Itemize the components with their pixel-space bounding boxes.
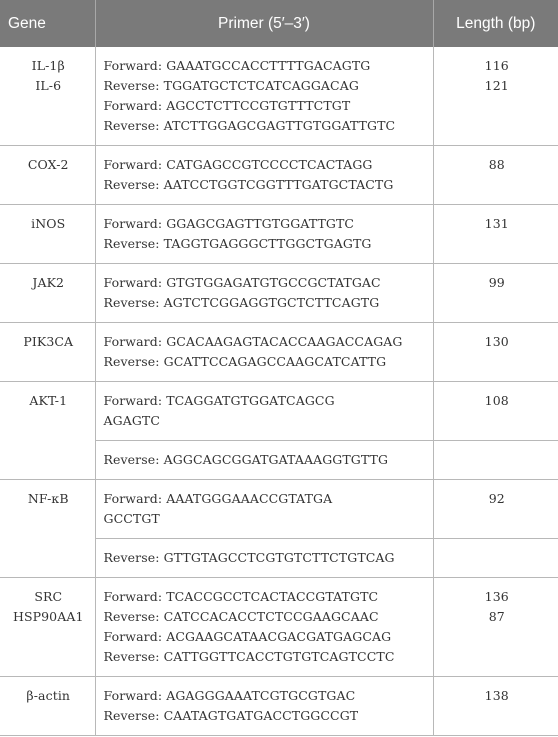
length-cell bbox=[433, 323, 558, 382]
gene-cell bbox=[0, 205, 95, 264]
primer-sequence: Forward: TCACCGCCTCACTACCGTATGTC bbox=[103, 589, 379, 604]
gene-name: JAK2 bbox=[32, 275, 65, 290]
primer-sequence: Forward: ACGAAGCATAACGACGATGAGCAG bbox=[103, 629, 392, 644]
gene-cell bbox=[0, 578, 95, 677]
gene-cell bbox=[0, 677, 95, 736]
length-cell bbox=[433, 382, 558, 441]
primer-sequence: Forward: CATGAGCCGTCCCCTCACTAGG bbox=[103, 157, 373, 172]
primer-sequence: Forward: AAATGGGAAACCGTATGA bbox=[103, 491, 333, 506]
table-row bbox=[0, 480, 558, 539]
gene-cell bbox=[0, 146, 95, 205]
table-row bbox=[0, 264, 558, 323]
header-length: Length (bp) bbox=[433, 0, 558, 47]
primer-sequence: Reverse: CATCCACACCTCTCCGAAGCAAC bbox=[103, 609, 379, 624]
table-row bbox=[0, 47, 558, 146]
gene-cell bbox=[0, 47, 95, 146]
primer-sequence: Reverse: CAATAGTGATGACCTGGCCGT bbox=[103, 708, 359, 723]
primer-cell bbox=[95, 264, 433, 323]
gene-name: PIK3CA bbox=[23, 334, 74, 349]
length-value: 88 bbox=[488, 157, 505, 172]
table-row bbox=[0, 205, 558, 264]
length-value: 121 bbox=[484, 78, 509, 93]
length-value: 136 bbox=[484, 589, 509, 604]
primer-sequence: Forward: GTGTGGAGATGTGCCGCTATGAC bbox=[103, 275, 381, 290]
primer-sequence: Reverse: ATCTTGGAGCGAGTTGTGGATTGTC bbox=[103, 118, 396, 133]
length-cell bbox=[433, 480, 558, 539]
gene-cell bbox=[0, 323, 95, 382]
length-value: 108 bbox=[484, 393, 509, 408]
primer-sequence: Reverse: AGTCTCGGAGGTGCTCTTCAGTG bbox=[103, 295, 380, 310]
header-gene: Gene bbox=[0, 0, 95, 47]
length-value: 87 bbox=[488, 609, 505, 624]
length-cell bbox=[433, 146, 558, 205]
length-value: 138 bbox=[484, 688, 509, 703]
primer-cell bbox=[95, 146, 433, 205]
gene-name: β-actin bbox=[26, 688, 71, 703]
gene-cell bbox=[0, 382, 95, 480]
primer-sequence: Reverse: GTTGTAGCCTCGTGTCTTCTGTCAG bbox=[103, 550, 395, 565]
gene-name: SRC bbox=[34, 589, 63, 604]
length-value: 116 bbox=[484, 58, 509, 73]
primer-sequence: Reverse: CATTGGTTCACCTGTGTCAGTCCTC bbox=[103, 649, 395, 664]
primer-sequence: Forward: GGAGCGAGTTGTGGATTGTC bbox=[103, 216, 355, 231]
primer-sequence: Forward: AGAGGGAAATCGTGCGTGAC bbox=[103, 688, 356, 703]
length-cell-empty bbox=[433, 441, 558, 480]
primer-cell bbox=[95, 382, 433, 441]
gene-name: IL-6 bbox=[35, 78, 62, 93]
gene-name: HSP90AA1 bbox=[12, 609, 84, 624]
length-cell bbox=[433, 47, 558, 146]
gene-name: COX-2 bbox=[27, 157, 69, 172]
length-value: 131 bbox=[484, 216, 509, 231]
primer-sequence: Forward: GAAATGCCACCTTTTGACAGTG bbox=[103, 58, 371, 73]
gene-cell bbox=[0, 480, 95, 578]
header-row bbox=[0, 0, 558, 47]
gene-cell bbox=[0, 264, 95, 323]
table-row bbox=[0, 578, 558, 677]
primer-cell bbox=[95, 47, 433, 146]
primer-sequence: Reverse: TAGGTGAGGGCTTGGCTGAGTG bbox=[103, 236, 372, 251]
primer-sequence: Forward: GCACAAGAGTACACCAAGACCAGAG bbox=[103, 334, 403, 349]
primer-cell bbox=[95, 578, 433, 677]
table-row bbox=[0, 382, 558, 441]
length-cell-empty bbox=[433, 539, 558, 578]
primer-sequence-continued: GCCTGT bbox=[103, 511, 160, 526]
length-cell bbox=[433, 578, 558, 677]
length-value: 92 bbox=[488, 491, 505, 506]
table-row bbox=[0, 677, 558, 736]
length-cell bbox=[433, 677, 558, 736]
table-row bbox=[0, 146, 558, 205]
primer-cell bbox=[95, 539, 433, 578]
primer-sequence: Reverse: AATCCTGGTCGGTTTGATGCTACTG bbox=[103, 177, 394, 192]
primer-cell bbox=[95, 677, 433, 736]
gene-name: NF-κB bbox=[27, 491, 69, 506]
table-row bbox=[0, 323, 558, 382]
primer-sequence: Reverse: GCATTCCAGAGCCAAGCATCATTG bbox=[103, 354, 387, 369]
length-value: 99 bbox=[488, 275, 505, 290]
primer-cell bbox=[95, 205, 433, 264]
primer-cell bbox=[95, 323, 433, 382]
header-primer: Primer (5′–3′) bbox=[95, 0, 433, 47]
primer-sequence: Reverse: AGGCAGCGGATGATAAAGGTGTTG bbox=[103, 452, 389, 467]
gene-name: iNOS bbox=[31, 216, 66, 231]
primer-sequence: Forward: AGCCTCTTCCGTGTTTCTGT bbox=[103, 98, 351, 113]
primer-cell bbox=[95, 441, 433, 480]
primer-sequence-continued: AGAGTC bbox=[103, 413, 161, 428]
primer-cell bbox=[95, 480, 433, 539]
gene-name: AKT-1 bbox=[29, 393, 68, 408]
length-cell bbox=[433, 205, 558, 264]
primer-sequence: Forward: TCAGGATGTGGATCAGCG bbox=[103, 393, 335, 408]
primer-sequence: Reverse: TGGATGCTCTCATCAGGACAG bbox=[103, 78, 359, 93]
length-value: 130 bbox=[484, 334, 509, 349]
length-cell bbox=[433, 264, 558, 323]
gene-name: IL-1β bbox=[31, 58, 65, 73]
